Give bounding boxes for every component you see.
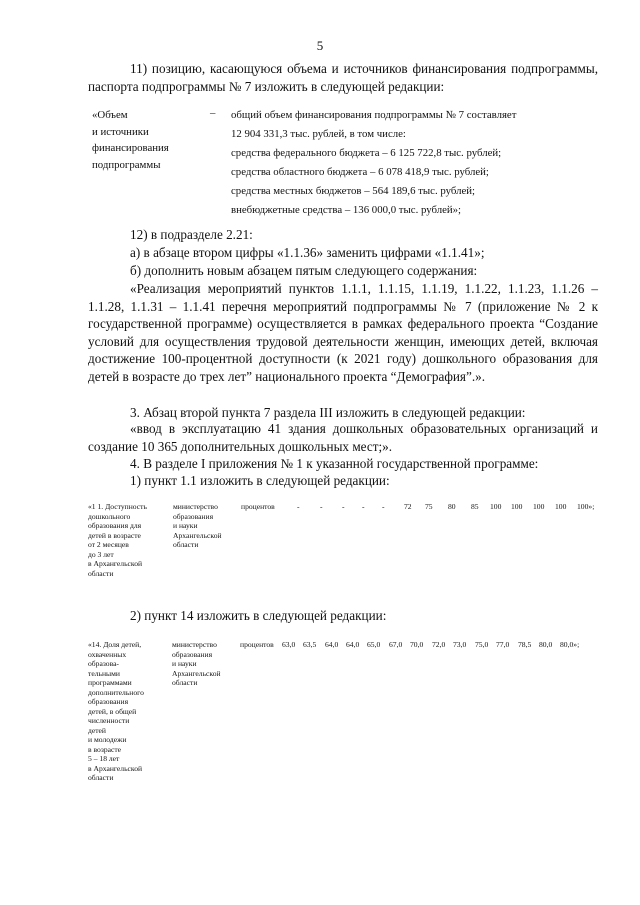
passport-value-line: общий объем финансирования подпрограммы № 7 составляет	[231, 109, 517, 121]
table2-name-line: «14. Доля детей,	[88, 640, 142, 649]
table1-value: 80	[448, 502, 456, 511]
table1-unit: процентов	[241, 502, 275, 511]
table1-name-line: от 2 месяцев	[88, 540, 129, 549]
passport-label-line: подпрограммы	[92, 158, 161, 171]
table1-ministry-cell	[173, 502, 233, 550]
table1-value: 75	[425, 502, 433, 511]
table1-value: -	[297, 502, 300, 511]
table2-value: 72,0	[432, 640, 446, 649]
table2-value: 77,0	[496, 640, 510, 649]
item-12a-line: а) в абзаце втором цифры «1.1.36» заменить цифрами «1.1.41»;	[130, 245, 485, 260]
table1-name-line: до 3 лет	[88, 549, 114, 559]
table2-unit: процентов	[240, 640, 274, 649]
table1-ministry-line: Архангельской	[173, 530, 222, 540]
item-3-quote: «ввод в эксплуатацию 41 здания дошкольных образовательных организаций и создание 10 365 дополнительных дошкольных мест;».	[88, 421, 598, 454]
table1-name-cell	[88, 502, 170, 578]
table2-name-cell	[88, 640, 170, 783]
passport-value-line: средства областного бюджета – 6 078 418,9 тыс. рублей;	[231, 166, 489, 178]
passport-value	[231, 107, 611, 221]
table1-value: -	[320, 502, 323, 511]
table1-ministry-line: образования	[173, 511, 214, 521]
table1-value: -	[342, 502, 345, 511]
table2-value: 73,0	[453, 640, 467, 649]
table2-name-line: области	[88, 773, 114, 782]
passport-dash: –	[210, 107, 216, 119]
table1-name-line: «1 1. Доступность	[88, 502, 147, 511]
page-number: 5	[316, 38, 324, 53]
table2-value: 63,5	[303, 640, 317, 649]
table1-value: 72	[404, 502, 412, 511]
table2-name-line: образова-	[88, 659, 119, 668]
table1-name-line: образования для	[88, 521, 142, 530]
item-4-line: 4. В разделе I приложения № 1 к указанной государственной программе:	[130, 456, 539, 471]
table1-name-line: дошкольного	[88, 511, 131, 521]
passport-label-line: финансирования	[92, 142, 169, 154]
table2-value: 80,0»;	[560, 640, 580, 649]
table2-ministry-line: области	[172, 678, 198, 687]
table2-name-line: в Архангельской	[88, 763, 143, 773]
table2-value: 67,0	[389, 640, 403, 649]
item-3-line: 3. Абзац второй пункта 7 раздела III изложить в следующей редакции:	[130, 405, 526, 420]
item-11-paragraph: 11) позицию, касающуюся объема и источников финансирования подпрограммы, паспорта подпрограммы № 7 изложить в следующей редакции:	[88, 61, 598, 94]
table1-value: 100»;	[577, 502, 595, 511]
table2-name-line: 5 – 18 лет	[88, 754, 120, 763]
table1-value: -	[362, 502, 365, 511]
table1-name-line: в Архангельской	[88, 559, 143, 568]
table1-ministry-line: и науки	[173, 521, 198, 530]
table2-value: 64,0	[346, 640, 360, 649]
passport-value-line: средства федерального бюджета – 6 125 722,8 тыс. рублей;	[231, 147, 502, 159]
table2-ministry-line: министерство	[172, 640, 217, 649]
table2-value: 75,0	[475, 640, 489, 649]
passport-value-line: внебюджетные средства – 136 000,0 тыс. рублей»;	[231, 204, 462, 216]
table2-value: 65,0	[367, 640, 381, 649]
table2-value: 80,0	[539, 640, 553, 649]
table2-value: 64,0	[325, 640, 339, 649]
table2-value: 78,5	[518, 640, 532, 649]
table2-name-line: тельными	[88, 668, 120, 678]
table1-value: 100	[490, 502, 502, 511]
item-4-2-line: 2) пункт 14 изложить в следующей редакции:	[130, 608, 387, 623]
item-12-line: 12) в подразделе 2.21:	[130, 227, 253, 242]
table1-value: 100	[555, 502, 567, 511]
table2-ministry-line: образования	[172, 649, 213, 659]
table2-name-line: охваченных	[88, 649, 127, 659]
table1-value: -	[382, 502, 385, 511]
passport-label	[92, 107, 222, 173]
table1-ministry-line: министерство	[173, 502, 218, 511]
table1-ministry-line: области	[173, 540, 199, 549]
table2-value: 63,0	[282, 640, 296, 649]
table2-name-line: дополнительного	[88, 687, 144, 697]
table2-value: 70,0	[410, 640, 424, 649]
quote-paragraph: «Реализация мероприятий пунктов 1.1.1, 1.1.15, 1.1.19, 1.1.22, 1.1.23, 1.1.26 – 1.1.28, 1.1.31 – 1.1.41 перечня мероприятий подпрограммы № 7 (приложение № 2 к государственной программе) осуществляется в рамках федерального проекта “Создание условий для осуществления трудовой деятельности женщин, имеющих детей, включая достижение 100-процентной доступности (к 2021 году) дошкольного образования для детей в возрасте до трех лет” национального проекта “Демография”.».	[88, 281, 598, 384]
table2-ministry-cell	[172, 640, 234, 688]
table2-name-line: образования	[88, 697, 129, 706]
table2-name-line: и молодежи	[88, 735, 127, 744]
table2-name-line: детей, в общей	[88, 706, 137, 716]
passport-value-line: 12 904 331,3 тыс. рублей, в том числе:	[231, 128, 406, 140]
table1-value: 100	[533, 502, 545, 511]
item-4-1-line: 1) пункт 1.1 изложить в следующей редакции:	[130, 473, 390, 488]
passport-label-line: «Объем	[92, 109, 128, 121]
passport-label-line: и источники	[92, 125, 149, 138]
table1-value: 100	[511, 502, 523, 511]
passport-value-line: средства местных бюджетов – 564 189,6 тыс. рублей;	[231, 185, 476, 197]
table2-name-line: численности	[88, 716, 130, 725]
table1-name-line: области	[88, 568, 114, 578]
table1-name-line: детей в возрасте	[88, 530, 141, 540]
table1-value: 85	[471, 502, 479, 511]
table2-ministry-line: и науки	[172, 659, 197, 668]
table2-ministry-line: Архангельской	[172, 668, 221, 678]
table2-name-line: программами	[88, 678, 132, 687]
table2-name-line: в возрасте	[88, 744, 122, 754]
item-12b-line: б) дополнить новым абзацем пятым следующего содержания:	[130, 263, 478, 278]
table2-name-line: детей	[88, 725, 106, 735]
